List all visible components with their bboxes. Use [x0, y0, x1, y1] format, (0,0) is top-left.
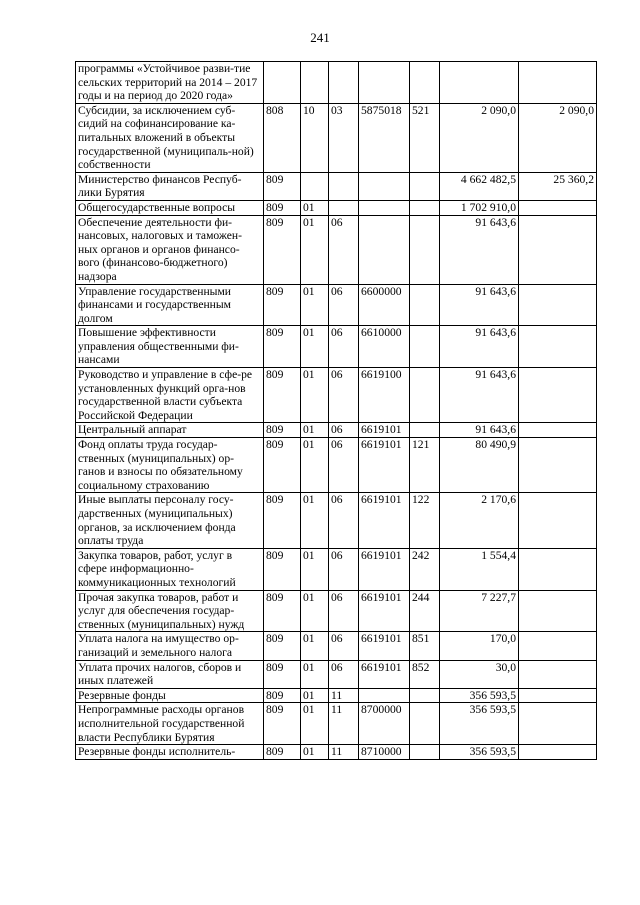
row-amount-federal-cell	[519, 215, 597, 284]
row-name-cell: Резервные фонды исполнитель-	[76, 745, 264, 760]
row-subsection-cell: 11	[329, 703, 359, 745]
table-row	[76, 200, 597, 215]
table-row	[76, 660, 597, 688]
row-subsection-cell: 06	[329, 632, 359, 660]
row-amount-federal-cell	[519, 368, 597, 423]
row-name-cell: Руководство и управление в сфе-ре установленных функций орга-нов государственной власти субъекта Российской Федерации	[76, 368, 264, 423]
table-row	[76, 172, 597, 200]
table-row	[76, 632, 597, 660]
table-row	[76, 326, 597, 368]
row-amount-federal-cell	[519, 632, 597, 660]
row-amount-federal-cell	[519, 200, 597, 215]
row-grbs-cell: 809	[264, 172, 301, 200]
row-amount-cell: 1 554,4	[440, 548, 519, 590]
row-amount-federal-cell	[519, 438, 597, 493]
table-row	[76, 423, 597, 438]
row-target-article-cell	[359, 215, 410, 284]
table-row	[76, 590, 597, 632]
row-section-cell	[301, 62, 329, 104]
row-section-cell: 01	[301, 493, 329, 548]
row-amount-cell: 2 170,6	[440, 493, 519, 548]
row-expense-type-cell: 852	[410, 660, 440, 688]
row-name-cell: Министерство финансов Респуб-лики Бурятия	[76, 172, 264, 200]
row-target-article-cell: 6619101	[359, 423, 410, 438]
row-name-cell: Управление государственными финансами и государственным долгом	[76, 284, 264, 326]
row-grbs-cell	[264, 62, 301, 104]
row-name-cell: Закупка товаров, работ, услуг в сфере информационно-коммуникационных технологий	[76, 548, 264, 590]
row-target-article-cell: 6619101	[359, 438, 410, 493]
row-amount-cell: 356 593,5	[440, 745, 519, 760]
row-subsection-cell	[329, 172, 359, 200]
row-name-cell: Обеспечение деятельности фи-нансовых, налоговых и таможен-ных органов и органов финансо-вого (финансово-бюджетного) надзора	[76, 215, 264, 284]
row-amount-cell: 91 643,6	[440, 215, 519, 284]
row-expense-type-cell: 851	[410, 632, 440, 660]
row-expense-type-cell	[410, 62, 440, 104]
row-amount-cell: 7 227,7	[440, 590, 519, 632]
row-grbs-cell: 809	[264, 215, 301, 284]
row-expense-type-cell	[410, 688, 440, 703]
row-name-cell: Резервные фонды	[76, 688, 264, 703]
row-subsection-cell: 06	[329, 548, 359, 590]
table-row	[76, 284, 597, 326]
budget-table	[75, 61, 597, 760]
row-target-article-cell: 6610000	[359, 326, 410, 368]
row-amount-cell: 91 643,6	[440, 284, 519, 326]
budget-table-body	[76, 62, 597, 760]
row-amount-cell: 4 662 482,5	[440, 172, 519, 200]
row-expense-type-cell	[410, 326, 440, 368]
row-amount-federal-cell	[519, 745, 597, 760]
row-subsection-cell: 11	[329, 745, 359, 760]
row-amount-federal-cell	[519, 62, 597, 104]
row-subsection-cell: 11	[329, 688, 359, 703]
row-target-article-cell	[359, 200, 410, 215]
row-section-cell: 01	[301, 590, 329, 632]
row-subsection-cell: 06	[329, 423, 359, 438]
row-amount-cell: 91 643,6	[440, 423, 519, 438]
row-amount-federal-cell	[519, 590, 597, 632]
row-target-article-cell: 8710000	[359, 745, 410, 760]
row-expense-type-cell: 242	[410, 548, 440, 590]
row-expense-type-cell	[410, 745, 440, 760]
row-grbs-cell: 809	[264, 590, 301, 632]
table-row	[76, 493, 597, 548]
row-expense-type-cell: 521	[410, 103, 440, 172]
row-subsection-cell: 03	[329, 103, 359, 172]
row-subsection-cell: 06	[329, 326, 359, 368]
row-target-article-cell: 6619101	[359, 632, 410, 660]
row-subsection-cell: 06	[329, 590, 359, 632]
row-section-cell: 01	[301, 423, 329, 438]
row-subsection-cell: 06	[329, 493, 359, 548]
row-grbs-cell: 809	[264, 660, 301, 688]
row-expense-type-cell: 244	[410, 590, 440, 632]
row-section-cell: 01	[301, 200, 329, 215]
table-row	[76, 745, 597, 760]
row-amount-cell: 356 593,5	[440, 703, 519, 745]
row-grbs-cell: 809	[264, 703, 301, 745]
row-amount-federal-cell	[519, 688, 597, 703]
row-target-article-cell: 6619101	[359, 548, 410, 590]
row-target-article-cell: 6600000	[359, 284, 410, 326]
table-row	[76, 62, 597, 104]
row-section-cell: 01	[301, 438, 329, 493]
table-row	[76, 368, 597, 423]
row-section-cell: 01	[301, 326, 329, 368]
row-grbs-cell: 809	[264, 368, 301, 423]
row-section-cell: 01	[301, 548, 329, 590]
row-target-article-cell	[359, 62, 410, 104]
table-row	[76, 438, 597, 493]
row-grbs-cell: 809	[264, 438, 301, 493]
row-name-cell: Фонд оплаты труда государ-ственных (муниципальных) ор-ганов и взносы по обязательному социальному страхованию	[76, 438, 264, 493]
row-subsection-cell	[329, 200, 359, 215]
row-grbs-cell: 809	[264, 548, 301, 590]
row-target-article-cell: 8700000	[359, 703, 410, 745]
row-expense-type-cell	[410, 284, 440, 326]
table-row	[76, 688, 597, 703]
row-target-article-cell: 6619101	[359, 590, 410, 632]
row-target-article-cell: 6619100	[359, 368, 410, 423]
row-grbs-cell: 809	[264, 632, 301, 660]
row-grbs-cell: 809	[264, 688, 301, 703]
table-row	[76, 548, 597, 590]
row-amount-federal-cell	[519, 703, 597, 745]
row-subsection-cell: 06	[329, 368, 359, 423]
row-amount-cell: 91 643,6	[440, 368, 519, 423]
row-amount-cell: 30,0	[440, 660, 519, 688]
row-name-cell: Субсидии, за исключением суб-сидий на софинансирование ка-питальных вложений в объекты государственной (муниципаль-ной) собственности	[76, 103, 264, 172]
row-amount-cell: 1 702 910,0	[440, 200, 519, 215]
row-section-cell: 01	[301, 632, 329, 660]
row-name-cell: программы «Устойчивое разви-тие сельских территорий на 2014 – 2017 годы и на период до 2020 года»	[76, 62, 264, 104]
row-subsection-cell: 06	[329, 215, 359, 284]
row-grbs-cell: 809	[264, 745, 301, 760]
row-subsection-cell: 06	[329, 438, 359, 493]
row-target-article-cell	[359, 688, 410, 703]
row-amount-federal-cell	[519, 326, 597, 368]
row-grbs-cell: 809	[264, 493, 301, 548]
row-section-cell: 01	[301, 284, 329, 326]
row-target-article-cell: 6619101	[359, 493, 410, 548]
row-grbs-cell: 809	[264, 326, 301, 368]
row-name-cell: Прочая закупка товаров, работ и услуг для обеспечения государ-ственных (муниципальных) нужд	[76, 590, 264, 632]
row-grbs-cell: 809	[264, 423, 301, 438]
row-section-cell: 01	[301, 688, 329, 703]
row-amount-cell: 80 490,9	[440, 438, 519, 493]
page-number: 241	[310, 30, 330, 45]
row-subsection-cell: 06	[329, 284, 359, 326]
row-name-cell: Уплата прочих налогов, сборов и иных платежей	[76, 660, 264, 688]
row-name-cell: Уплата налога на имущество ор-ганизаций и земельного налога	[76, 632, 264, 660]
row-amount-cell: 2 090,0	[440, 103, 519, 172]
row-section-cell: 10	[301, 103, 329, 172]
row-name-cell: Иные выплаты персоналу госу-дарственных (муниципальных) органов, за исключением фонда оплаты труда	[76, 493, 264, 548]
row-amount-federal-cell: 25 360,2	[519, 172, 597, 200]
row-grbs-cell: 809	[264, 284, 301, 326]
row-section-cell: 01	[301, 215, 329, 284]
row-expense-type-cell	[410, 200, 440, 215]
row-amount-federal-cell	[519, 423, 597, 438]
row-amount-federal-cell	[519, 548, 597, 590]
row-expense-type-cell	[410, 423, 440, 438]
row-expense-type-cell	[410, 172, 440, 200]
row-section-cell: 01	[301, 660, 329, 688]
row-expense-type-cell	[410, 215, 440, 284]
row-subsection-cell: 06	[329, 660, 359, 688]
row-amount-cell: 170,0	[440, 632, 519, 660]
row-expense-type-cell	[410, 368, 440, 423]
row-name-cell: Повышение эффективности управления общественными фи-нансами	[76, 326, 264, 368]
row-amount-cell: 91 643,6	[440, 326, 519, 368]
row-grbs-cell: 808	[264, 103, 301, 172]
row-section-cell: 01	[301, 368, 329, 423]
row-name-cell: Общегосударственные вопросы	[76, 200, 264, 215]
row-expense-type-cell: 122	[410, 493, 440, 548]
row-target-article-cell: 6619101	[359, 660, 410, 688]
row-subsection-cell	[329, 62, 359, 104]
table-row	[76, 215, 597, 284]
row-target-article-cell	[359, 172, 410, 200]
row-section-cell: 01	[301, 745, 329, 760]
row-amount-cell	[440, 62, 519, 104]
row-expense-type-cell	[410, 703, 440, 745]
row-name-cell: Непрограммные расходы органов исполнительной государственной власти Республики Бурятия	[76, 703, 264, 745]
row-amount-federal-cell	[519, 493, 597, 548]
row-target-article-cell: 5875018	[359, 103, 410, 172]
row-grbs-cell: 809	[264, 200, 301, 215]
row-section-cell: 01	[301, 703, 329, 745]
row-expense-type-cell: 121	[410, 438, 440, 493]
row-amount-federal-cell: 2 090,0	[519, 103, 597, 172]
row-amount-federal-cell	[519, 284, 597, 326]
table-row	[76, 703, 597, 745]
row-amount-cell: 356 593,5	[440, 688, 519, 703]
row-name-cell: Центральный аппарат	[76, 423, 264, 438]
row-amount-federal-cell	[519, 660, 597, 688]
row-section-cell	[301, 172, 329, 200]
table-row	[76, 103, 597, 172]
